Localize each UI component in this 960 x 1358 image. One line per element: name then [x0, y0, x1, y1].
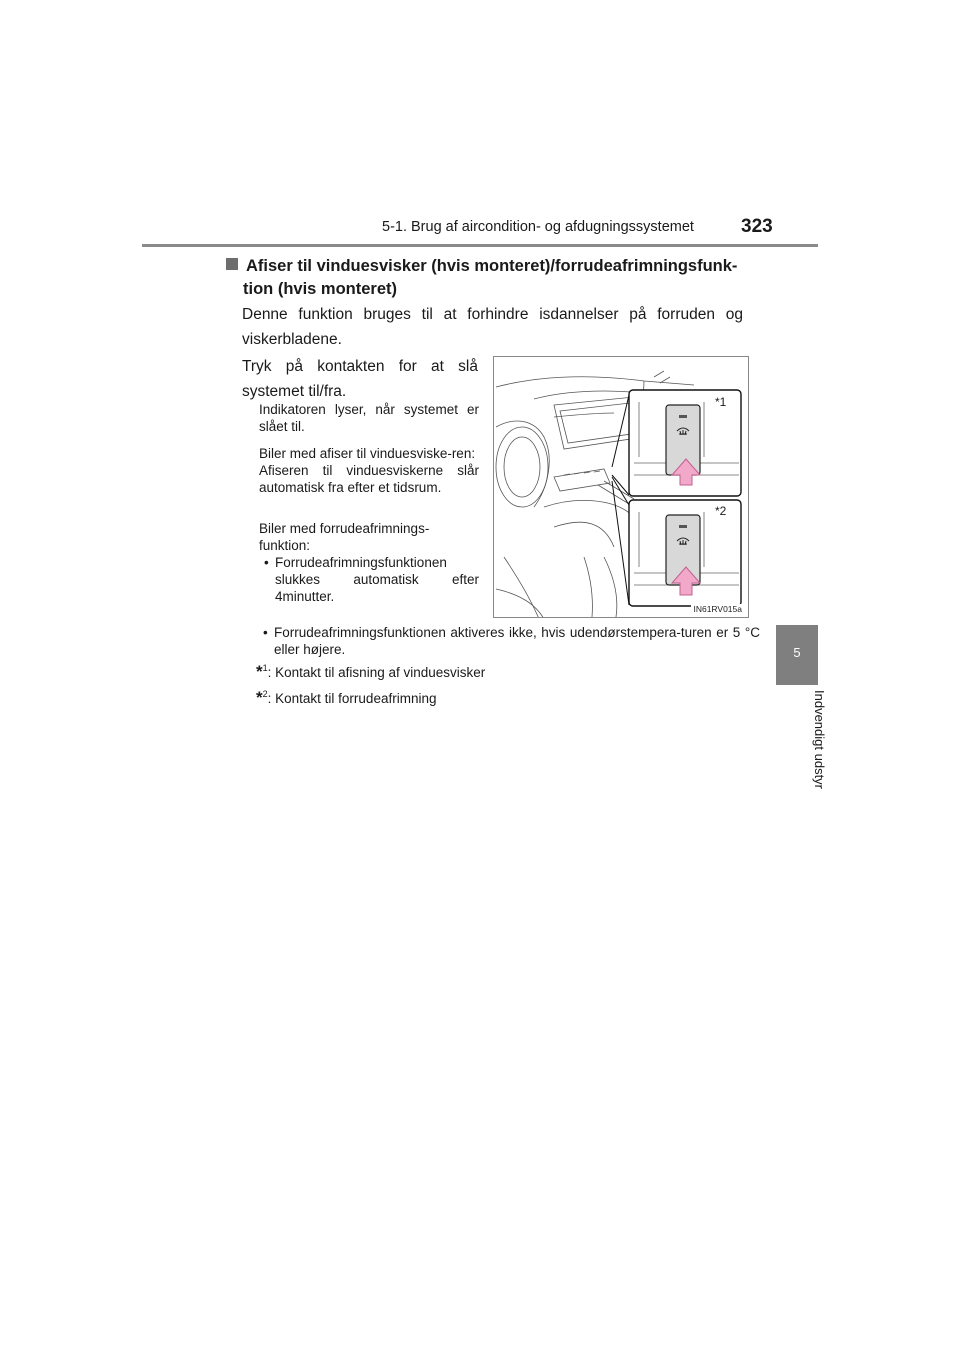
- note-temperature-bullet: [258, 624, 760, 658]
- header-rule: [142, 244, 818, 247]
- footnote-star: *: [256, 688, 263, 707]
- footnote-text: : Kontakt til afisning af vinduesvisker: [267, 665, 486, 680]
- intro-paragraph: Denne funktion bruges til at forhindre isdannelser på forruden og viskerbladene.: [242, 306, 743, 348]
- note-windshield-bullet-text: Forrudeafrimningsfunktionen slukkes automatisk efter 4minutter.: [275, 555, 479, 604]
- note-indicator: Indikatoren lyser, når systemet er slået til.: [259, 402, 479, 434]
- section-square-icon: [226, 258, 238, 270]
- dashboard-drawing: [494, 357, 749, 618]
- footnote-number: 1: [262, 663, 268, 673]
- callout-2: *2: [715, 504, 727, 518]
- section-title-line2: tion (hvis monteret): [243, 280, 398, 298]
- note-temperature-text: Forrudeafrimningsfunktionen aktiveres ikke, hvis udendørstempera-turen er 5 °C eller højere.: [274, 625, 760, 657]
- section-title: [226, 255, 746, 301]
- bullet-dot: •: [263, 625, 268, 640]
- chapter-tab-number: 5: [793, 645, 801, 660]
- note-windshield-deicer: [259, 520, 479, 605]
- header-section-title: 5-1. Brug af aircondition- og afdugningssystemet: [382, 219, 694, 235]
- footnote-number: 2: [262, 689, 268, 699]
- dashboard-illustration: [493, 356, 749, 618]
- chapter-tab-label: Indvendigt udstyr: [812, 690, 827, 790]
- footnote-text: : Kontakt til forrudeafrimning: [267, 691, 437, 706]
- illustration-code: IN61RV015a: [693, 604, 742, 614]
- bullet-dot: •: [264, 555, 269, 570]
- page-number: 323: [741, 216, 773, 237]
- note-wiper-deicer: [259, 445, 479, 496]
- note-wiper-body: Afiseren til vinduesviskerne slår automatisk fra efter et tidsrum.: [259, 463, 479, 495]
- footnote-2: [256, 688, 436, 708]
- section-title-line1: Afiser til vinduesvisker (hvis monteret)/forrudeafrimningsfunk-: [246, 257, 738, 275]
- note-wiper-heading: Biler med afiser til vinduesviske-ren:: [259, 446, 476, 461]
- note-windshield-bullet: [259, 554, 479, 605]
- footnote-star: *: [256, 662, 263, 681]
- chapter-tab[interactable]: [776, 625, 818, 685]
- footnote-1: [256, 662, 485, 682]
- instruction-paragraph: Tryk på kontakten for at slå systemet til/fra.: [242, 358, 478, 400]
- note-windshield-heading: Biler med forrudeafrimnings-funktion:: [259, 521, 430, 553]
- callout-1: *1: [715, 395, 727, 409]
